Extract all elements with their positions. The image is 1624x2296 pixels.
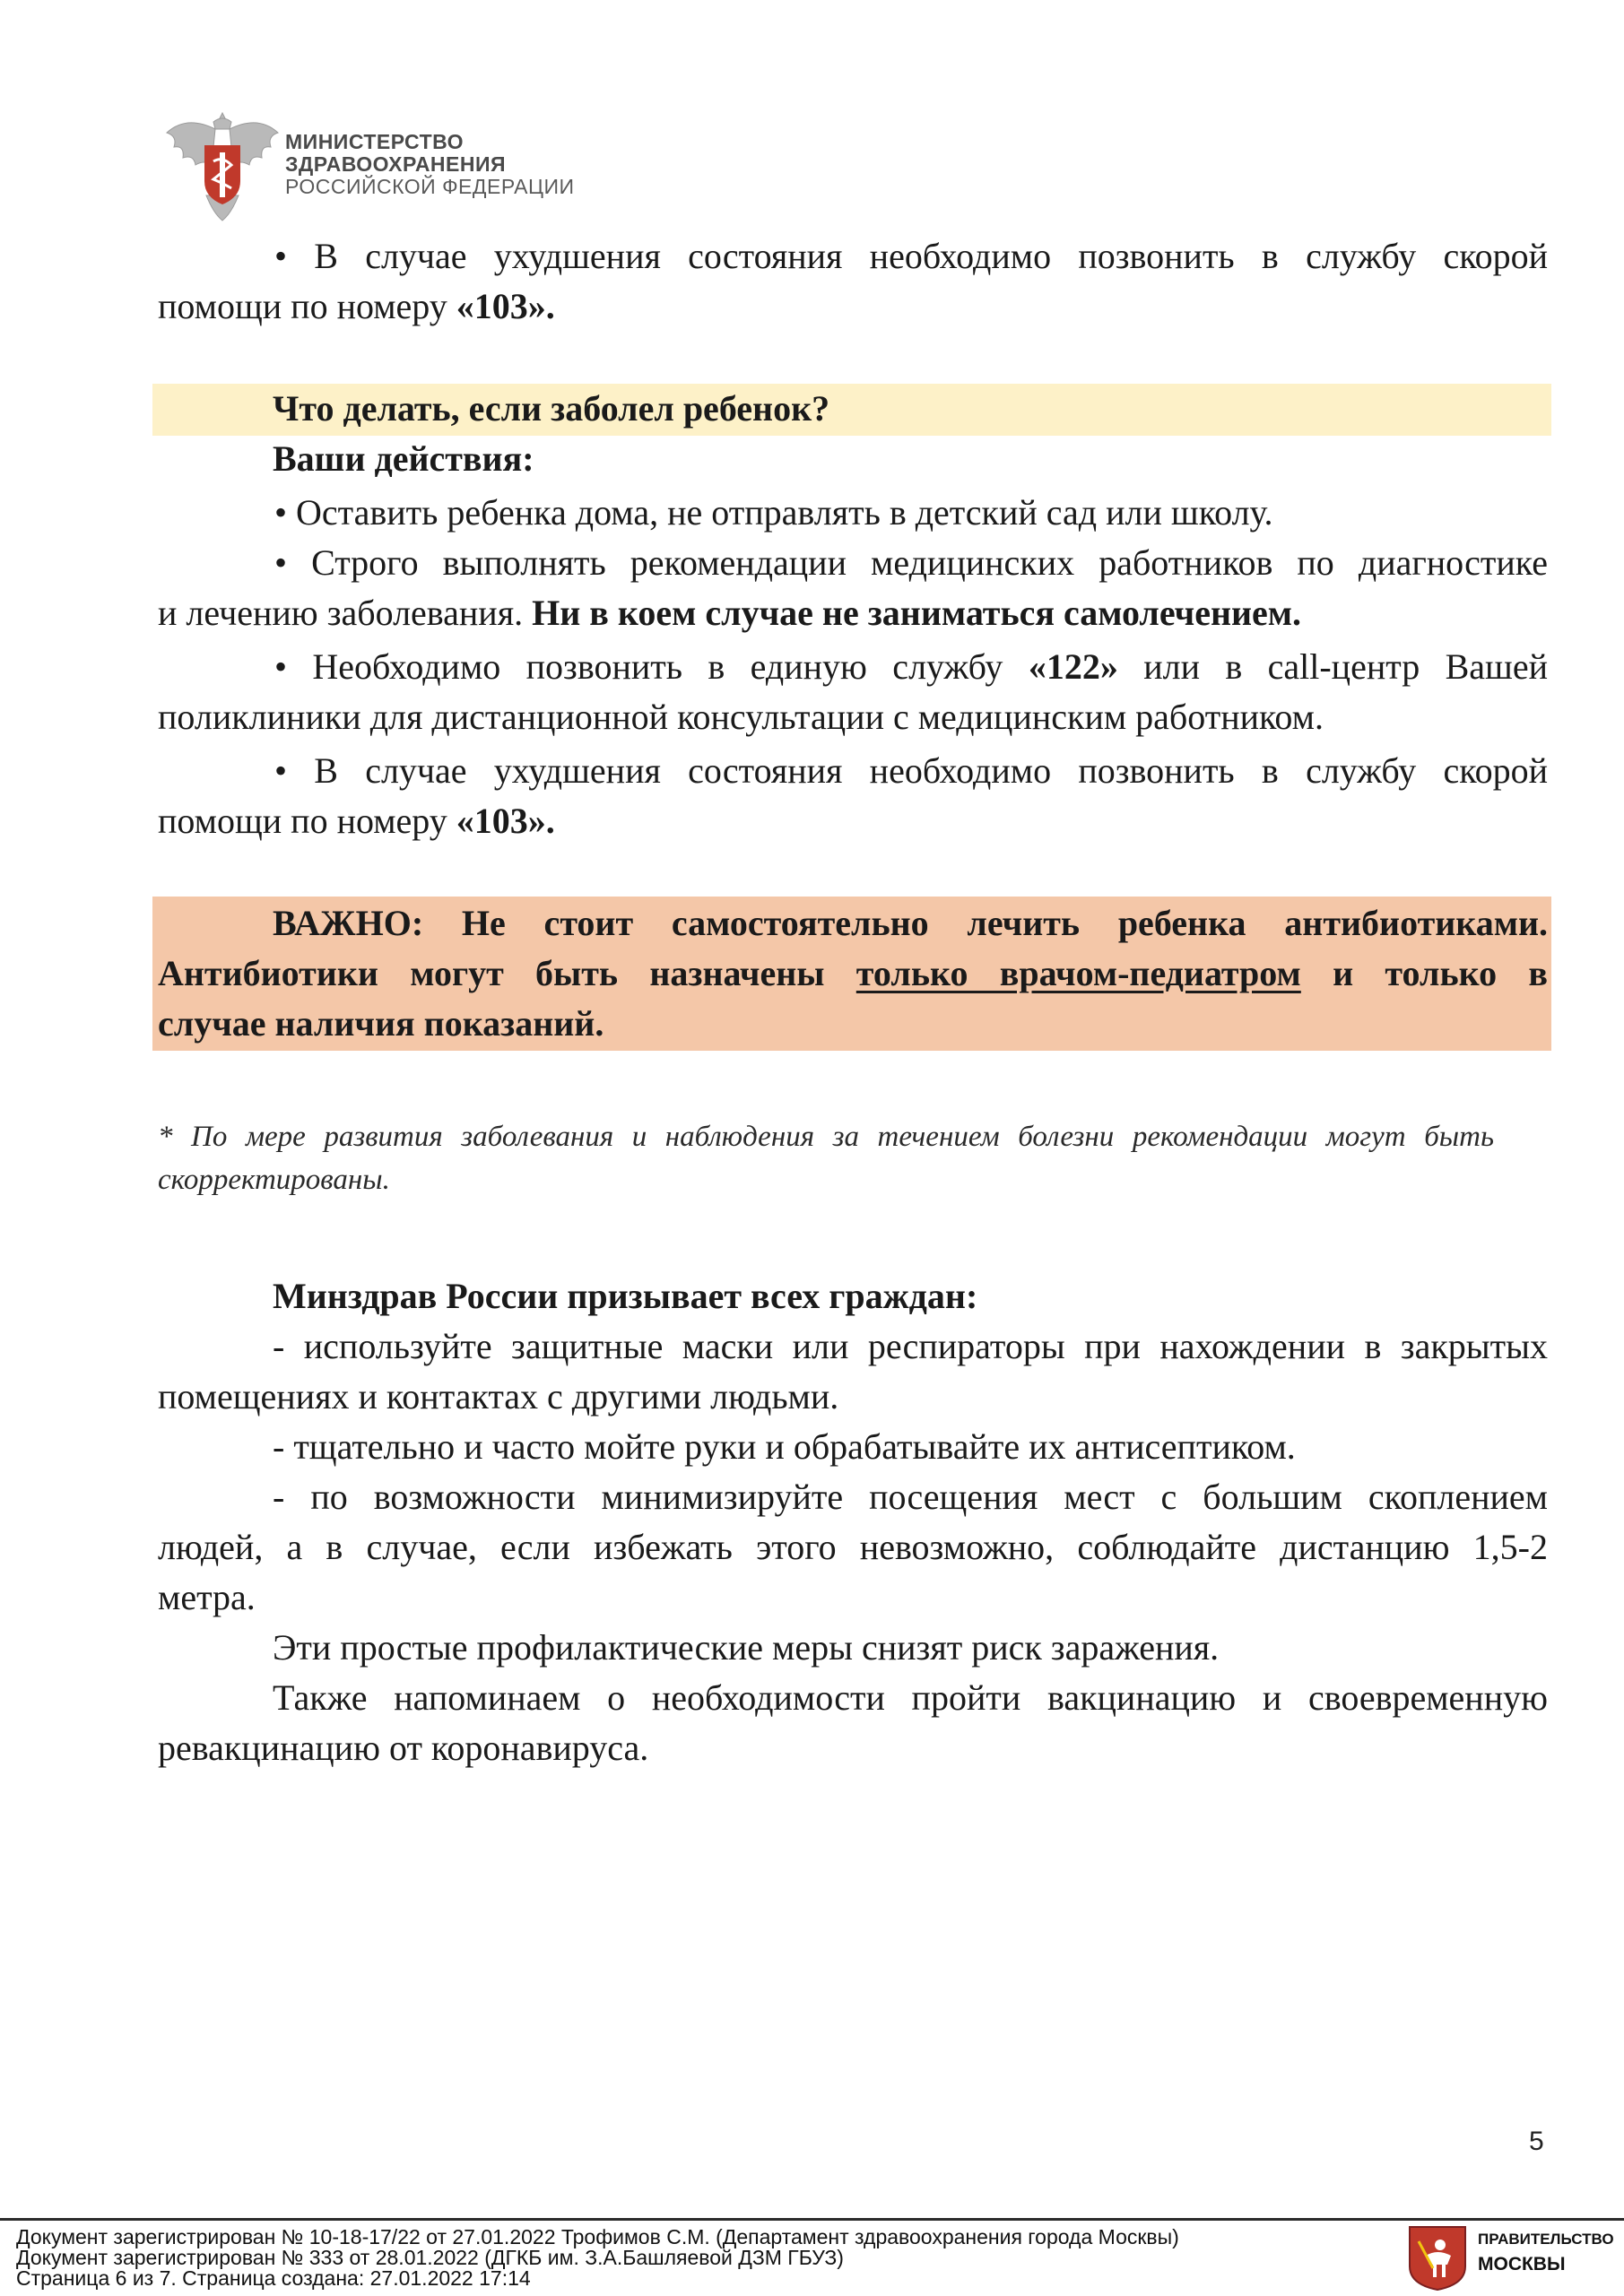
bullet-text: В случае ухудшения состояния необходимо позвонить в службу скорой	[314, 236, 1549, 276]
text-span: Антибиотики могут быть назначены	[158, 953, 856, 993]
bullet-dot-icon	[274, 492, 287, 533]
footer-page-info: Страница 6 из 7. Страница создана: 27.01.2022 17:14	[16, 2266, 531, 2290]
gov-moscow-line2: МОСКВЫ	[1478, 2254, 1566, 2274]
ministry-name-line3: РОССИЙСКОЙ ФЕДЕРАЦИИ	[285, 175, 575, 198]
pediatrician-only-underlined: только врачом-педиатром	[855, 953, 1301, 993]
bullet-dot-icon	[274, 542, 287, 583]
footer-registration-2: Документ зарегистрирован № 333 от 28.01.2022 (ДГКБ им. З.А.Башляевой ДЗМ ГБУЗ)	[16, 2246, 844, 2269]
section-heading-child: Что делать, если заболел ребенок?	[273, 388, 830, 429]
text-span: помощи по номеру	[158, 801, 456, 841]
appeal-vaccination-line1: Также напоминаем о необходимости пройти вакцинацию и своевременную	[273, 1677, 1548, 1718]
bullet-text: В случае ухудшения состояния необходимо позвонить в службу скорой	[314, 750, 1549, 791]
bullet-dot-icon	[274, 750, 287, 791]
text-span: помощи по номеру	[158, 286, 456, 326]
important-line1: ВАЖНО: Не стоит самостоятельно лечить ребенка антибиотиками.	[273, 903, 1548, 943]
page-number: 5	[1529, 2127, 1544, 2156]
important-line2	[158, 949, 1548, 999]
appeal-hands: - тщательно и часто мойте руки и обрабатывайте их антисептиком.	[273, 1426, 1296, 1467]
bullet-text: Строго выполнять рекомендации медицинских работников по диагностике	[311, 542, 1548, 583]
paragraph-line: поликлиники для дистанционной консультации с медицинским работником.	[158, 697, 1324, 737]
bullet-follow-recommendations	[274, 538, 1548, 588]
bullet-dot-icon	[274, 646, 287, 687]
paragraph-line	[158, 796, 555, 846]
text-span: и лечению заболевания.	[158, 593, 533, 633]
phone-number-103: «103».	[456, 286, 555, 326]
footnote-line1: * По мере развития заболевания и наблюдения за течением болезни рекомендации могут быть	[158, 1121, 1494, 1153]
appeal-heading: Минздрав России призывает всех граждан:	[273, 1276, 978, 1316]
footer-divider	[0, 2218, 1624, 2221]
bullet-call-122	[274, 642, 1548, 692]
appeal-vaccination-line2: ревакцинацию от коронавируса.	[158, 1728, 649, 1768]
actions-label: Ваши действия:	[273, 438, 534, 479]
bullet-worsening-child	[274, 746, 1548, 796]
text-span: Необходимо позвонить в единую службу	[312, 646, 1029, 687]
phone-number-122: «122»	[1028, 646, 1118, 687]
appeal-masks-line1: - используйте защитные маски или респираторы при нахождении в закрытых	[273, 1326, 1548, 1366]
ministry-name-line1: МИНИСТЕРСТВО	[285, 130, 465, 153]
bullet-worsening	[274, 231, 1548, 282]
no-self-treatment-warning: Ни в коем случае не заниматься самолечением.	[532, 593, 1302, 633]
ministry-name-line2: ЗДРАВООХРАНЕНИЯ	[285, 152, 507, 176]
appeal-distance-line3: метра.	[158, 1577, 256, 1617]
bullet-stay-home	[274, 488, 1273, 538]
paragraph-line	[158, 282, 555, 332]
phone-number-103: «103».	[456, 801, 555, 841]
important-line3: случае наличия показаний.	[158, 1003, 604, 1044]
text-span: или в call-центр Вашей	[1117, 646, 1548, 687]
ministry-emblem-icon	[160, 106, 285, 228]
appeal-distance-line2: людей, а в случае, если избежать этого невозможно, соблюдайте дистанцию 1,5-2	[158, 1527, 1548, 1567]
bullet-text: Оставить ребенка дома, не отправлять в детский сад или школу.	[296, 492, 1273, 533]
appeal-distance-line1: - по возможности минимизируйте посещения мест с большим скоплением	[273, 1477, 1548, 1517]
bullet-dot-icon	[274, 236, 287, 276]
appeal-masks-line2: помещениях и контактах с другими людьми.	[158, 1376, 839, 1417]
footer-registration-1: Документ зарегистрирован № 10-18-17/22 от 27.01.2022 Трофимов С.М. (Департамент здравоохранения города Москвы)	[16, 2225, 1179, 2248]
appeal-prevention: Эти простые профилактические меры снизят риск заражения.	[273, 1627, 1220, 1668]
moscow-coat-of-arms-icon	[1406, 2223, 1469, 2292]
gov-moscow-line1: ПРАВИТЕЛЬСТВО	[1478, 2231, 1614, 2248]
footnote-line2: скорректированы.	[158, 1164, 390, 1196]
text-span: и только в	[1300, 953, 1549, 993]
paragraph-line	[158, 588, 1301, 638]
